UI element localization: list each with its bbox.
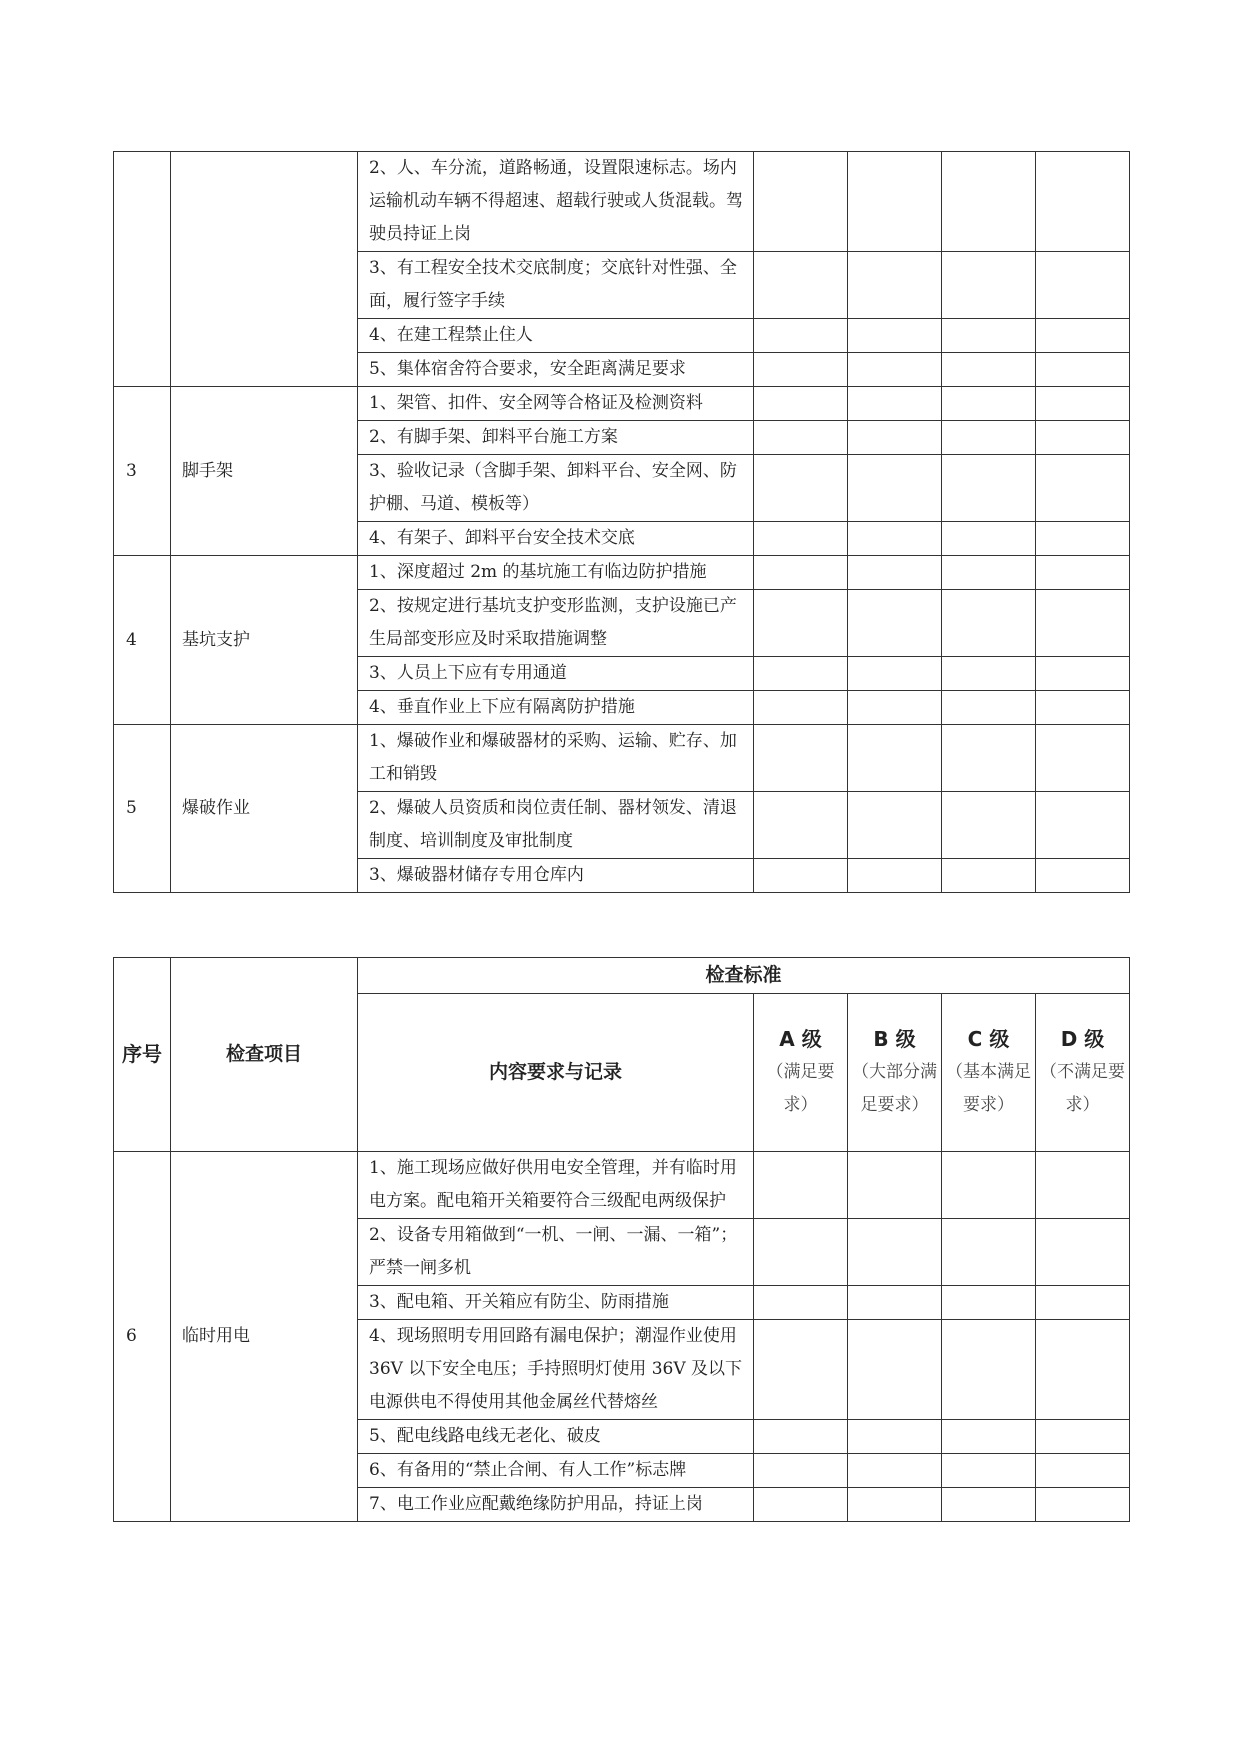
requirement-text: 1、施工现场应做好供用电安全管理，并有临时用电方案。配电箱开关箱要符合三级配电两级保护	[358, 1152, 754, 1219]
grade-c-cell[interactable]	[942, 1320, 1036, 1420]
grade-b-cell[interactable]	[848, 691, 942, 725]
grade-b-cell[interactable]	[848, 1286, 942, 1320]
grade-c-cell[interactable]	[942, 353, 1036, 387]
grade-a-cell[interactable]	[754, 522, 848, 556]
table-row	[114, 725, 1130, 792]
grade-a-cell[interactable]	[754, 387, 848, 421]
grade-b-cell[interactable]	[848, 792, 942, 859]
requirement-text: 4、现场照明专用回路有漏电保护；潮湿作业使用 36V 以下安全电压；手持照明灯使用 36V 及以下电源供电不得使用其他金属丝代替熔丝	[358, 1320, 754, 1420]
requirement-text: 3、有工程安全技术交底制度；交底针对性强、全面，履行签字手续	[358, 252, 754, 319]
grade-d-cell[interactable]	[1036, 657, 1130, 691]
grade-b-cell[interactable]	[848, 657, 942, 691]
grade-c-cell[interactable]	[942, 1488, 1036, 1522]
grade-a-cell[interactable]	[754, 319, 848, 353]
grade-a-cell[interactable]	[754, 691, 848, 725]
header-standard: 检查标准	[358, 958, 1130, 994]
grade-c-cell[interactable]	[942, 1454, 1036, 1488]
requirement-text: 3、人员上下应有专用通道	[358, 657, 754, 691]
grade-c-cell[interactable]	[942, 1420, 1036, 1454]
grade-d-cell[interactable]	[1036, 319, 1130, 353]
check-item: 临时用电	[171, 1152, 358, 1522]
grade-b-cell[interactable]	[848, 590, 942, 657]
grade-a-cell[interactable]	[754, 859, 848, 893]
row-seq: 3	[114, 387, 171, 556]
requirement-text: 5、配电线路电线无老化、破皮	[358, 1420, 754, 1454]
grade-b-cell[interactable]	[848, 421, 942, 455]
grade-a-cell[interactable]	[754, 725, 848, 792]
grade-b-cell[interactable]	[848, 455, 942, 522]
grade-d-cell[interactable]	[1036, 859, 1130, 893]
grade-c-cell[interactable]	[942, 691, 1036, 725]
check-item: 脚手架	[171, 387, 358, 556]
grade-b-cell[interactable]	[848, 1488, 942, 1522]
header-item: 检查项目	[171, 958, 358, 1152]
grade-b-cell[interactable]	[848, 556, 942, 590]
grade-d-cell[interactable]	[1036, 792, 1130, 859]
grade-d-cell[interactable]	[1036, 455, 1130, 522]
grade-c-cell[interactable]	[942, 152, 1036, 252]
grade-a-cell[interactable]	[754, 1320, 848, 1420]
requirement-text: 1、深度超过 2m 的基坑施工有临边防护措施	[358, 556, 754, 590]
grade-c-cell[interactable]	[942, 252, 1036, 319]
grade-d-cell[interactable]	[1036, 252, 1130, 319]
grade-a-cell[interactable]	[754, 1286, 848, 1320]
requirement-text: 2、爆破人员资质和岗位责任制、器材领发、清退制度、培训制度及审批制度	[358, 792, 754, 859]
grade-d-cell[interactable]	[1036, 421, 1130, 455]
grade-b-cell[interactable]	[848, 1420, 942, 1454]
requirement-text: 2、人、车分流，道路畅通，设置限速标志。场内运输机动车辆不得超速、超载行驶或人货混载。驾驶员持证上岗	[358, 152, 754, 252]
grade-d-cell[interactable]	[1036, 556, 1130, 590]
table-row	[114, 387, 1130, 421]
requirement-text: 5、集体宿舍符合要求，安全距离满足要求	[358, 353, 754, 387]
grade-d-cell[interactable]	[1036, 1320, 1130, 1420]
grade-d-cell[interactable]	[1036, 590, 1130, 657]
requirement-text: 3、验收记录（含脚手架、卸料平台、安全网、防护棚、马道、模板等）	[358, 455, 754, 522]
grade-label: D 级	[1060, 1027, 1105, 1051]
table-row	[114, 556, 1130, 590]
grade-c-cell[interactable]	[942, 859, 1036, 893]
grade-d-cell[interactable]	[1036, 725, 1130, 792]
grade-label: A 级	[779, 1027, 822, 1051]
grade-d-cell[interactable]	[1036, 1219, 1130, 1286]
requirement-text: 3、爆破器材储存专用仓库内	[358, 859, 754, 893]
header-content: 内容要求与记录	[358, 994, 754, 1152]
grade-a-cell[interactable]	[754, 590, 848, 657]
grade-c-cell[interactable]	[942, 556, 1036, 590]
row-seq: 4	[114, 556, 171, 725]
row-seq	[114, 152, 171, 387]
requirement-text: 3、配电箱、开关箱应有防尘、防雨措施	[358, 1286, 754, 1320]
grade-c-cell[interactable]	[942, 455, 1036, 522]
requirement-text: 4、垂直作业上下应有隔离防护措施	[358, 691, 754, 725]
grade-d-cell[interactable]	[1036, 152, 1130, 252]
header-grade-b	[848, 994, 942, 1152]
grade-a-cell[interactable]	[754, 556, 848, 590]
grade-desc: （满足要求）	[766, 1062, 835, 1115]
grade-b-cell[interactable]	[848, 353, 942, 387]
grade-desc: （大部分满足要求）	[852, 1062, 937, 1115]
grade-d-cell[interactable]	[1036, 1286, 1130, 1320]
table-body	[114, 152, 1130, 893]
grade-a-cell[interactable]	[754, 1488, 848, 1522]
row-seq: 5	[114, 725, 171, 893]
grade-a-cell[interactable]	[754, 792, 848, 859]
grade-b-cell[interactable]	[848, 152, 942, 252]
grade-d-cell[interactable]	[1036, 1152, 1130, 1219]
grade-c-cell[interactable]	[942, 319, 1036, 353]
grade-c-cell[interactable]	[942, 590, 1036, 657]
grade-a-cell[interactable]	[754, 1219, 848, 1286]
grade-c-cell[interactable]	[942, 1219, 1036, 1286]
grade-b-cell[interactable]	[848, 252, 942, 319]
requirement-text: 4、有架子、卸料平台安全技术交底	[358, 522, 754, 556]
grade-c-cell[interactable]	[942, 522, 1036, 556]
grade-a-cell[interactable]	[754, 455, 848, 522]
grade-d-cell[interactable]	[1036, 1420, 1130, 1454]
grade-b-cell[interactable]	[848, 387, 942, 421]
check-item	[171, 152, 358, 387]
grade-c-cell[interactable]	[942, 1152, 1036, 1219]
row-seq: 6	[114, 1152, 171, 1522]
grade-a-cell[interactable]	[754, 353, 848, 387]
grade-d-cell[interactable]	[1036, 1454, 1130, 1488]
table-row	[114, 152, 1130, 252]
grade-desc: （不满足要求）	[1040, 1062, 1126, 1115]
grade-c-cell[interactable]	[942, 792, 1036, 859]
requirement-text: 6、有备用的“禁止合闸、有人工作”标志牌	[358, 1454, 754, 1488]
grade-d-cell[interactable]	[1036, 522, 1130, 556]
requirement-text: 2、设备专用箱做到“一机、一闸、一漏、一箱”；严禁一闸多机	[358, 1219, 754, 1286]
check-item: 基坑支护	[171, 556, 358, 725]
requirement-text: 1、架管、扣件、安全网等合格证及检测资料	[358, 387, 754, 421]
grade-d-cell[interactable]	[1036, 387, 1130, 421]
grade-b-cell[interactable]	[848, 319, 942, 353]
grade-c-cell[interactable]	[942, 1286, 1036, 1320]
grade-a-cell[interactable]	[754, 1420, 848, 1454]
grade-c-cell[interactable]	[942, 387, 1036, 421]
grade-d-cell[interactable]	[1036, 691, 1130, 725]
check-item: 爆破作业	[171, 725, 358, 893]
grade-b-cell[interactable]	[848, 1320, 942, 1420]
grade-b-cell[interactable]	[848, 725, 942, 792]
grade-a-cell[interactable]	[754, 1152, 848, 1219]
grade-b-cell[interactable]	[848, 1454, 942, 1488]
grade-d-cell[interactable]	[1036, 1488, 1130, 1522]
grade-b-cell[interactable]	[848, 1152, 942, 1219]
grade-d-cell[interactable]	[1036, 353, 1130, 387]
grade-b-cell[interactable]	[848, 859, 942, 893]
requirement-text: 1、爆破作业和爆破器材的采购、运输、贮存、加工和销毁	[358, 725, 754, 792]
grade-a-cell[interactable]	[754, 252, 848, 319]
grade-c-cell[interactable]	[942, 725, 1036, 792]
grade-b-cell[interactable]	[848, 1219, 942, 1286]
requirement-text: 2、按规定进行基坑支护变形监测，支护设施已产生局部变形应及时采取措施调整	[358, 590, 754, 657]
grade-a-cell[interactable]	[754, 657, 848, 691]
grade-c-cell[interactable]	[942, 657, 1036, 691]
grade-label: B 级	[873, 1027, 916, 1051]
header-grade-c	[942, 994, 1036, 1152]
requirement-text: 2、有脚手架、卸料平台施工方案	[358, 421, 754, 455]
table-body	[114, 1152, 1130, 1522]
grade-b-cell[interactable]	[848, 522, 942, 556]
requirement-text: 7、电工作业应配戴绝缘防护用品，持证上岗	[358, 1488, 754, 1522]
requirement-text: 4、在建工程禁止住人	[358, 319, 754, 353]
header-seq: 序号	[114, 958, 171, 1152]
inspection-table-continued	[113, 151, 1130, 893]
inspection-table	[113, 957, 1130, 1522]
grade-a-cell[interactable]	[754, 1454, 848, 1488]
header-grade-a	[754, 994, 848, 1152]
grade-a-cell[interactable]	[754, 421, 848, 455]
grade-c-cell[interactable]	[942, 421, 1036, 455]
header-grade-d	[1036, 994, 1130, 1152]
grade-a-cell[interactable]	[754, 152, 848, 252]
table-row	[114, 1152, 1130, 1219]
grade-label: C 级	[967, 1027, 1010, 1051]
grade-desc: （基本满足要求）	[946, 1062, 1031, 1115]
